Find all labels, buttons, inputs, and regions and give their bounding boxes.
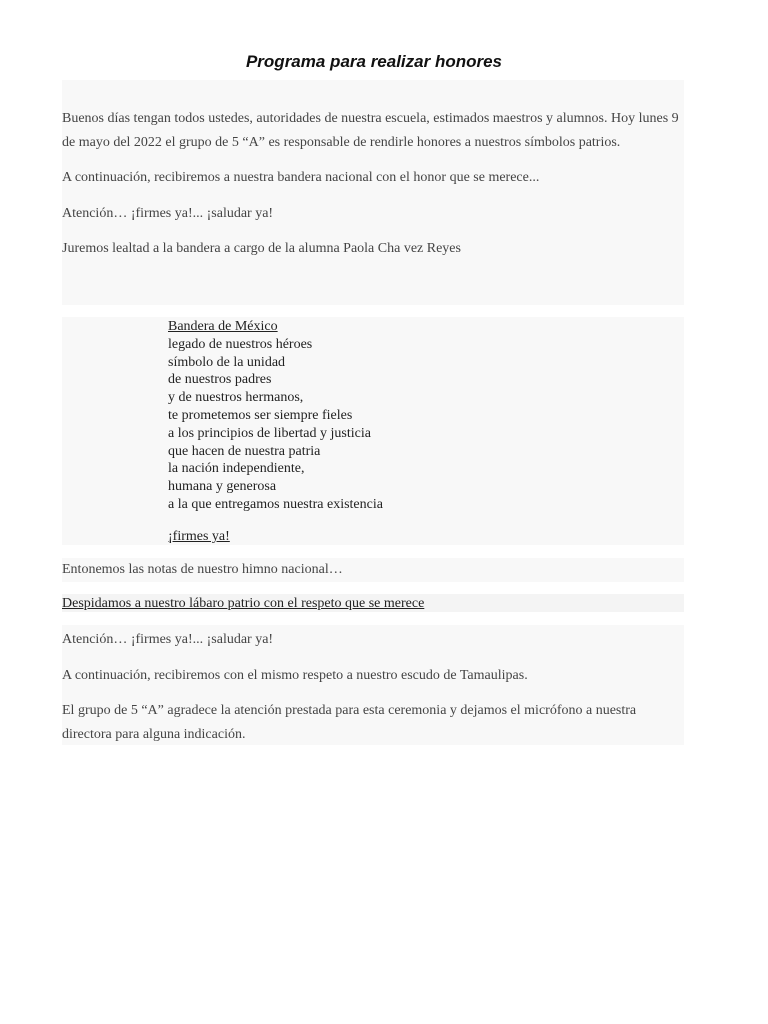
closing-section: [62, 625, 684, 745]
oath-line: de nuestros padres: [168, 372, 272, 388]
attention-command-paragraph: Atención… ¡firmes ya!... ¡saludar ya!: [62, 205, 274, 221]
oath-line: humana y generosa: [168, 479, 277, 495]
oath-line: símbolo de la unidad: [168, 354, 286, 370]
oath-line: a los principios de libertad y justicia: [168, 425, 371, 441]
oath-closing-command: ¡firmes ya!: [168, 528, 230, 544]
oath-intro-paragraph: Juremos lealtad a la bandera a cargo de la alumna Paola Cha vez Reyes: [62, 241, 461, 256]
oath-line: la nación independiente,: [168, 461, 305, 477]
oath-line: te prometemos ser siempre fieles: [168, 407, 353, 423]
farewell-flag-section: [62, 594, 684, 612]
intro-section: [62, 80, 684, 305]
anthem-paragraph: Entonemos las notas de nuestro himno nacional…: [62, 562, 343, 577]
flag-reception-paragraph: A continuación, recibiremos a nuestra bandera nacional con el honor que se merece...: [62, 170, 540, 185]
shield-reception-paragraph: A continuación, recibiremos con el mismo respeto a nuestro escudo de Tamaulipas.: [62, 667, 528, 683]
oath-line-final: [168, 496, 684, 514]
closing-attention-paragraph: Atención… ¡firmes ya!... ¡saludar ya!: [62, 632, 274, 647]
farewell-flag-paragraph: Despidamos a nuestro lábaro patrio con el respeto que se merece: [62, 596, 425, 611]
oath-line: legado de nuestros héroes: [168, 336, 313, 352]
oath-line: Bandera de México: [168, 319, 278, 334]
oath-line: y de nuestros hermanos,: [168, 390, 304, 406]
flag-oath-section: [62, 317, 684, 545]
oath-line: que hacen de nuestra patria: [168, 443, 321, 459]
oath-line-text: a la que entregamos nuestra existencia: [168, 496, 383, 512]
document-title: Programa para realizar honores: [245, 52, 503, 71]
closing-farewell-paragraph: El grupo de 5 “A” agradece la atención prestada para esta ceremonia y dejamos el micrófono a nuestra directora para alguna indicación.: [62, 703, 637, 742]
greeting-paragraph: Buenos días tengan todos ustedes, autoridades de nuestra escuela, estimados maestros y alumnos. Hoy lunes 9 de mayo del 2022 el grupo de 5 “A” es responsable de rendirle honores a nuestros símbolos patrios.: [62, 111, 679, 150]
anthem-section: [62, 558, 684, 582]
